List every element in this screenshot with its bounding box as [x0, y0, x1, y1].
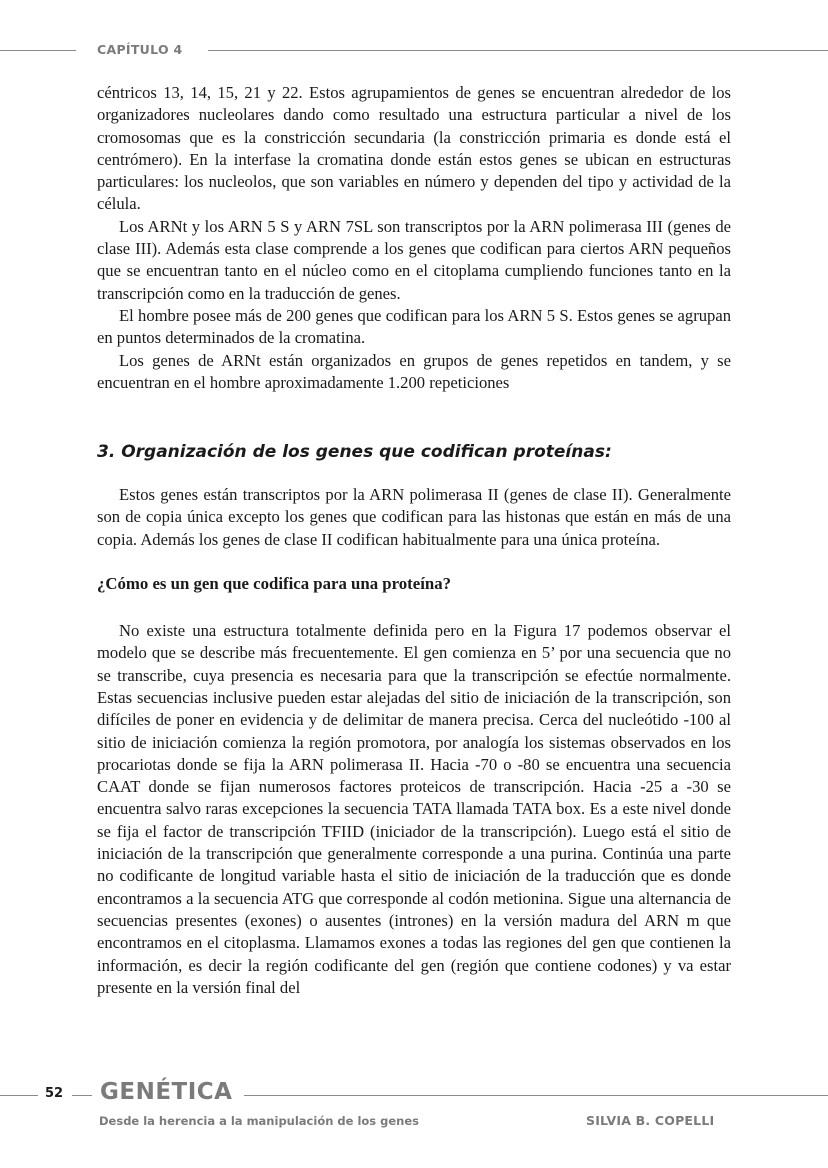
book-subtitle: Desde la herencia a la manipulación de los genes	[99, 1114, 420, 1128]
header-rule-right	[208, 50, 828, 51]
paragraph: No existe una estructura totalmente definida pero en la Figura 17 podemos observar el modelo que se describe más frecuentemente. El gen comienza en 5’ por una secuencia que no se transcribe, cuya presencia es necesaria para que la transcripción se efectúe normalmente. Estas secuencias inclusive pueden estar alejadas del sitio de iniciación de la transcripción, son difíciles de poner en evidencia y de delimitar de manera precisa. Cerca del nucleótido -100 al sitio de iniciación comienza la región promotora, por analogía los sistemas observados en los procariotas donde se fija la ARN polimerasa II. Hacia -70 o -80 se encuentra una secuencia CAAT donde se fijan numerosos factores proteicos de transcripción. Hacia -25 a -30 se encuentra salvo raras excepciones la secuencia TATA llamada TATA box. Es a este nivel donde se fija el factor de transcripción TFIID (iniciador de la transcripción). Luego está el sitio de iniciación de la transcripción que generalmente corresponde a una purina. Continúa una parte no codificante de longitud variable hasta el sitio de iniciación de la traducción que es donde encontramos a la secuencia ATG que corresponde al codón metionina. Sigue una alternancia de secuencias presentes (exones) o ausentes (intrones) en la versión madura del ARN m que encontramos en el citoplasma. Llamamos exones a todas las regiones del gen que contienen la información, es decir la región codificante del gen (región que contiene codones) y va estar presente en la versión final del	[97, 621, 731, 997]
subheading: ¿Cómo es un gen que codifica para una proteína?	[97, 574, 451, 594]
footer-rule-left	[0, 1095, 38, 1096]
chapter-label: CAPÍTULO 4	[97, 42, 183, 57]
paragraph: El hombre posee más de 200 genes que codifican para los ARN 5 S. Estos genes se agrupan en puntos determinados de la cromatina.	[97, 305, 731, 348]
author-name: SILVIA B. COPELLI	[586, 1113, 715, 1128]
paragraph: Estos genes están transcriptos por la ARN polimerasa II (genes de clase II). Generalmente son de copia única excepto los genes que codifican para las histonas que están en más de una copia. Además los genes de clase II codifican habitualmente para una única proteína.	[97, 485, 731, 549]
header-rule-left	[0, 50, 76, 51]
running-header	[0, 38, 828, 62]
paragraph: céntricos 13, 14, 15, 21 y 22. Estos agrupamientos de genes se encuentran alrededor de los organizadores nucleolares dando como resultado una estructura particular a nivel de los cromosomas que es la constricción secundaria (la constricción primaria es donde está el centrómero). En la interfase la cromatina donde están estos genes se ubican en estructuras particulares: los nucleolos, que son variables en número y dependen del tipo y actividad de la célula.	[97, 83, 731, 214]
paragraph: Los ARNt y los ARN 5 S y ARN 7SL son transcriptos por la ARN polimerasa III (genes de clase III). Además esta clase comprende a los genes que codifican para ciertos ARN pequeños que se encuentran tanto en el núcleo como en el citoplama cumpliendo funciones tanto en la transcripción como en la traducción de genes.	[97, 216, 731, 303]
paragraph: Los genes de ARNt están organizados en grupos de genes repetidos en tandem, y se encuentran en el hombre aproximadamente 1.200 repeticiones	[97, 350, 731, 392]
footer-rule-mid	[72, 1095, 92, 1096]
footer-rule-right	[244, 1095, 828, 1096]
running-footer	[0, 1079, 828, 1142]
section-title: 3. Organización de los genes que codifican proteínas:	[97, 442, 612, 463]
page-number: 52	[45, 1086, 64, 1101]
page-body	[97, 82, 731, 999]
book-title: GENÉTICA	[100, 1079, 233, 1105]
spacer	[97, 394, 731, 440]
